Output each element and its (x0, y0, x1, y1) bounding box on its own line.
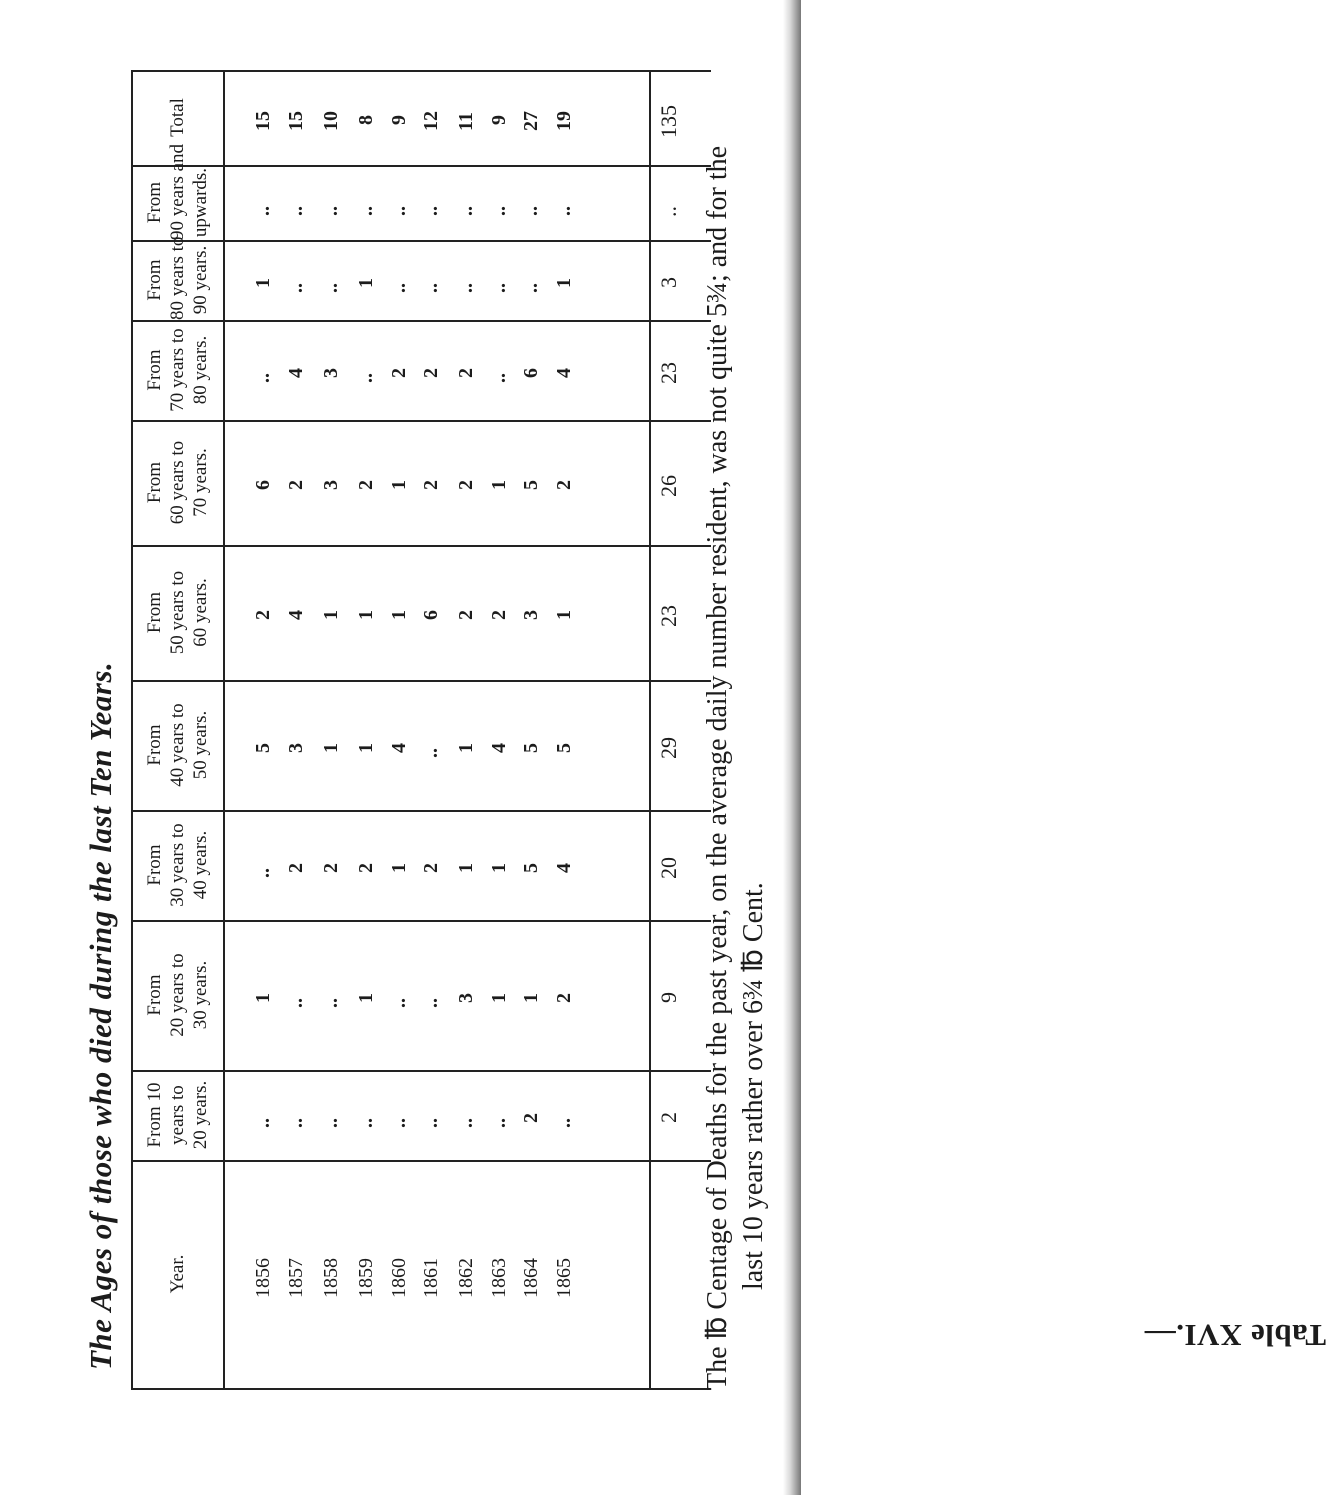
table-cell (355, 475, 383, 490)
table-cell-value: .. (455, 1118, 477, 1128)
total-cell-value: 29 (656, 737, 681, 759)
table-cell (320, 267, 348, 293)
table-cell-value: .. (285, 998, 307, 1008)
table-cell (420, 475, 448, 490)
table-cell-value: .. (285, 283, 307, 293)
table-cell-value: 9 (488, 115, 510, 125)
table-cell-value: .. (320, 998, 342, 1008)
table-cell (520, 267, 548, 293)
table-cell-value: 6 (420, 610, 442, 620)
table-cell (355, 190, 383, 216)
table-cell (252, 852, 280, 878)
table-cell (520, 475, 548, 490)
column-header-text: From 40 years to 50 years. (143, 703, 211, 787)
table-cell (553, 475, 581, 490)
table-cell (488, 988, 516, 1003)
table-cell-value: 3 (320, 480, 342, 490)
table-cell-value: 19 (553, 110, 575, 131)
table-cell (388, 267, 416, 293)
table-cell (420, 858, 448, 873)
table-cell-value: 1862 (455, 1258, 477, 1298)
footnote-line-1: The ℔ Centage of Deaths for the past year, on the average daily number resident, was not quite 5¾; and for the (702, 145, 733, 1390)
table-cell (455, 738, 483, 753)
table-cell (520, 605, 548, 620)
table-cell (252, 190, 280, 216)
table-cell (388, 738, 416, 753)
table-cell-value: 3 (520, 610, 542, 620)
table-title-label: Table XVI.— (1144, 1318, 1326, 1353)
table-cell-value: 2 (553, 992, 575, 1003)
table-cell (520, 190, 548, 216)
table-cell-value: 4 (285, 610, 307, 620)
table-cell-value: .. (420, 1118, 442, 1128)
table-cell-value: 2 (420, 367, 442, 378)
table-cell (285, 858, 313, 873)
table-cell (252, 605, 280, 620)
table-cell (455, 605, 483, 620)
table-cell (285, 190, 313, 216)
table-cell (420, 190, 448, 216)
table-cell-value: 6 (252, 480, 274, 490)
column-header-text: Year. (166, 1254, 188, 1294)
column-header-a60_70 (131, 420, 223, 545)
table-cell-value: 15 (285, 110, 307, 131)
table-cell-value: 4 (488, 742, 510, 753)
table-cell (488, 110, 516, 125)
table-cell (388, 363, 416, 378)
table-cell-value: 5 (520, 480, 542, 490)
table-cell (553, 988, 581, 1003)
column-header-text: From 90 years and upwards. (143, 143, 211, 240)
table-cell-value: .. (252, 868, 274, 878)
table-cell (420, 105, 448, 131)
table-cell (320, 982, 348, 1008)
column-header-a20_30 (131, 920, 223, 1070)
table-cell-value: 5 (520, 742, 542, 753)
table-cell (252, 1250, 280, 1298)
table-cell-value: 1 (355, 742, 377, 753)
table-cell-value: 5 (520, 862, 542, 873)
table-cell (520, 1250, 548, 1298)
table-cell (388, 982, 416, 1008)
table-cell (420, 732, 448, 758)
column-header-text: From 70 years to 80 years. (143, 328, 211, 412)
table-cell (553, 738, 581, 753)
table-cell-value: 2 (455, 367, 477, 378)
table-cell-value: .. (252, 1118, 274, 1128)
table-cell (355, 988, 383, 1003)
table-cell (320, 858, 348, 873)
table-cell-value: 2 (455, 480, 477, 490)
table-cell (388, 190, 416, 216)
table-cell (455, 190, 483, 216)
table-cell (355, 1250, 383, 1298)
table-cell (320, 105, 348, 131)
total-cell-value: .. (656, 205, 681, 217)
table-cell-value: 1 (388, 480, 410, 490)
table-cell-value: 2 (285, 862, 307, 873)
table-cell (388, 1250, 416, 1298)
table-cell (553, 105, 581, 131)
table-cell-value: .. (488, 373, 510, 383)
table-cell-value: .. (488, 205, 510, 216)
table-cell (285, 605, 313, 620)
column-header-total (131, 70, 223, 165)
table-cell-value: 15 (252, 110, 274, 131)
table-cell (553, 1102, 581, 1128)
table-cell (285, 1250, 313, 1298)
table-cell-value: 10 (320, 110, 342, 131)
table-cell-value: 1 (388, 862, 410, 873)
table-cell (285, 475, 313, 490)
table-cell-value: .. (420, 205, 442, 216)
table-cell (488, 357, 516, 383)
table-cell (488, 605, 516, 620)
table-cell-value: 1860 (388, 1258, 410, 1298)
table-cell-value: .. (388, 1118, 410, 1128)
table-cell-value: 1 (252, 992, 274, 1003)
table-cell-value: 1861 (420, 1258, 442, 1298)
table-cell (455, 1102, 483, 1128)
table-cell-value: 1 (520, 992, 542, 1003)
table-cell-value: 1 (252, 277, 274, 288)
table-cell (388, 1102, 416, 1128)
table-cell-value: 4 (388, 742, 410, 753)
table-cell (488, 190, 516, 216)
table-cell-value: 1 (455, 862, 477, 873)
table-cell (420, 363, 448, 378)
table-cell-value: 1 (553, 610, 575, 620)
table-cell (388, 110, 416, 125)
table-cell-value: .. (355, 205, 377, 216)
table-cell (488, 475, 516, 490)
table-cell-value: 4 (553, 367, 575, 378)
table-cell-value: .. (388, 205, 410, 216)
table-cell (252, 105, 280, 131)
column-header-text: From 10 years to 20 years. (143, 1080, 211, 1150)
totals-rule (649, 70, 651, 1390)
table-cell (388, 605, 416, 620)
table-title-italic: The Ages of those who died during the last Ten Years. (83, 661, 118, 1370)
ages-table (131, 70, 711, 1390)
table-cell-value: 3 (285, 742, 307, 753)
table-cell-value: 2 (285, 480, 307, 490)
table-cell-value: .. (252, 205, 274, 216)
table-cell-value: 2 (488, 610, 510, 620)
table-cell-value: .. (420, 998, 442, 1008)
table-cell (320, 738, 348, 753)
total-cell-value: 26 (656, 474, 681, 497)
table-cell (455, 1250, 483, 1298)
table-cell-value: .. (388, 283, 410, 293)
table-cell (355, 1102, 383, 1128)
table-cell (252, 273, 280, 288)
column-header-a50_60 (131, 545, 223, 680)
table-cell (355, 738, 383, 753)
table-cell (252, 1102, 280, 1128)
table-cell (520, 363, 548, 378)
table-cell-value: .. (455, 205, 477, 216)
table-cell (285, 982, 313, 1008)
total-cell-value: 135 (656, 104, 681, 138)
table-cell-value: 2 (553, 480, 575, 490)
table-cell-value: .. (553, 1118, 575, 1128)
table-cell-value: 2 (520, 1112, 542, 1123)
column-header-text: From 50 years to 60 years. (143, 570, 211, 655)
table-cell-value: .. (355, 1118, 377, 1128)
table-cell-value: 2 (455, 610, 477, 620)
table-cell (520, 1108, 548, 1123)
total-cell-value: 20 (656, 857, 681, 879)
table-cell (355, 357, 383, 383)
table-cell (488, 858, 516, 873)
table-cell-value: 1857 (285, 1258, 307, 1298)
table-cell (488, 738, 516, 753)
table-cell-value: 1 (553, 277, 575, 288)
table-cell-value: .. (520, 283, 542, 293)
table-cell (420, 982, 448, 1008)
table-cell-value: 5 (553, 742, 575, 753)
table-cell-value: 11 (455, 111, 477, 131)
table-cell (420, 1250, 448, 1298)
column-header-a80_90 (131, 236, 223, 320)
table-cell-value: .. (285, 1118, 307, 1128)
table-cell (455, 267, 483, 293)
table-cell (252, 988, 280, 1003)
column-header-year (131, 1160, 223, 1388)
table-cell-value: 2 (252, 610, 274, 620)
table-cell-value: 6 (520, 367, 542, 378)
column-header-text: From 20 years to 30 years. (143, 953, 211, 1037)
column-header-text: From 80 years to 90 years. (143, 236, 211, 320)
table-cell-value: 1864 (520, 1258, 542, 1298)
table-cell (455, 475, 483, 490)
table-cell-value: 1856 (252, 1258, 274, 1298)
table-cell (320, 475, 348, 490)
table-cell (355, 605, 383, 620)
footnote-line-2: last 10 years rather over 6¾ ℔ Cent. (738, 882, 769, 1290)
column-header-a70_80 (131, 320, 223, 420)
table-cell-value: 2 (355, 862, 377, 873)
table-cell-value: 1 (355, 610, 377, 620)
table-cell (252, 738, 280, 753)
table-cell (285, 363, 313, 378)
table-cell-value: 1 (488, 992, 510, 1003)
table-cell-value: 1 (388, 610, 410, 620)
page-edge-shadow (783, 0, 801, 1495)
table-cell (355, 110, 383, 125)
table-cell (520, 988, 548, 1003)
total-cell-value: 9 (656, 992, 681, 1003)
table-cell-value: .. (420, 748, 442, 758)
table-cell (553, 363, 581, 378)
column-header-a30_40 (131, 810, 223, 920)
total-cell-value: 23 (656, 362, 681, 384)
table-cell-value: 2 (420, 862, 442, 873)
table-cell (285, 105, 313, 131)
table-cell-value: 4 (285, 367, 307, 378)
table-cell-value: .. (488, 283, 510, 293)
table-cell-value: .. (553, 205, 575, 216)
table-cell-value: 1 (488, 862, 510, 873)
table-cell-value: .. (420, 283, 442, 293)
column-header-text: Total (166, 98, 188, 137)
column-header-text: From 60 years to 70 years. (143, 440, 211, 525)
table-cell (520, 738, 548, 753)
table-cell (320, 363, 348, 378)
table-cell (285, 738, 313, 753)
column-header-a40_50 (131, 680, 223, 810)
total-cell-value: 2 (656, 1112, 681, 1123)
table-cell-value: .. (488, 1118, 510, 1128)
table-cell-value: 2 (388, 367, 410, 378)
table-cell-value: 12 (420, 110, 442, 131)
column-header-a90 (131, 143, 223, 240)
table-cell-value: .. (320, 283, 342, 293)
table-cell-value: 2 (420, 480, 442, 490)
table-cell (252, 475, 280, 490)
table-cell-value: .. (285, 205, 307, 216)
table-cell (420, 1102, 448, 1128)
table-cell (553, 273, 581, 288)
table-cell (520, 105, 548, 131)
table-cell (455, 988, 483, 1003)
table-cell-value: 1 (320, 610, 342, 620)
table-cell (553, 605, 581, 620)
table-cell (388, 858, 416, 873)
table-cell-value: .. (320, 1118, 342, 1128)
table-cell (320, 605, 348, 620)
table-cell-value: 3 (455, 992, 477, 1003)
column-header-text: From 30 years to 40 years. (143, 823, 211, 907)
table-cell (388, 475, 416, 490)
table-cell-value: 2 (355, 480, 377, 490)
table-cell-value: 9 (388, 115, 410, 125)
table-cell-value: 5 (252, 742, 274, 753)
table-rule-bottom (131, 1388, 711, 1390)
table-cell (320, 190, 348, 216)
table-cell-value: 1 (355, 277, 377, 288)
table-cell-value: 1858 (320, 1258, 342, 1298)
table-cell-value: 4 (553, 862, 575, 873)
table-cell-value: 2 (320, 862, 342, 873)
table-cell-value: 1859 (355, 1258, 377, 1298)
table-cell-value: 3 (320, 367, 342, 378)
table-cell (488, 267, 516, 293)
table-cell-value: .. (252, 373, 274, 383)
table-cell (520, 858, 548, 873)
table-cell (455, 105, 483, 131)
table-cell (355, 858, 383, 873)
table-cell (455, 363, 483, 378)
total-cell-value: 23 (656, 604, 681, 627)
table-cell (488, 1102, 516, 1128)
table-cell (553, 190, 581, 216)
table-cell (355, 273, 383, 288)
table-cell (455, 858, 483, 873)
table-cell-value: 1865 (553, 1258, 575, 1298)
table-cell (420, 267, 448, 293)
table-cell (553, 858, 581, 873)
table-cell-value: .. (388, 998, 410, 1008)
table-cell-value: 27 (520, 110, 542, 131)
table-cell (488, 1250, 516, 1298)
total-cell-value: 3 (656, 277, 681, 288)
header-rule (223, 70, 225, 1390)
table-cell-value: .. (355, 373, 377, 383)
table-cell (320, 1250, 348, 1298)
table-cell-value: 1863 (488, 1258, 510, 1298)
table-cell (320, 1102, 348, 1128)
column-header-a10_20 (131, 1070, 223, 1160)
table-cell (252, 357, 280, 383)
table-cell (553, 1250, 581, 1298)
table-cell (285, 267, 313, 293)
table-cell-value: .. (520, 205, 542, 216)
table-cell-value: .. (320, 205, 342, 216)
table-cell-value: 1 (355, 992, 377, 1003)
table-cell-value: .. (455, 283, 477, 293)
footnote (700, 110, 772, 1390)
table-cell (420, 605, 448, 620)
table-cell-value: 1 (455, 742, 477, 753)
table-cell-value: 1 (320, 742, 342, 753)
table-cell-value: 1 (488, 480, 510, 490)
table-cell (285, 1102, 313, 1128)
table-cell-value: 8 (355, 115, 377, 125)
